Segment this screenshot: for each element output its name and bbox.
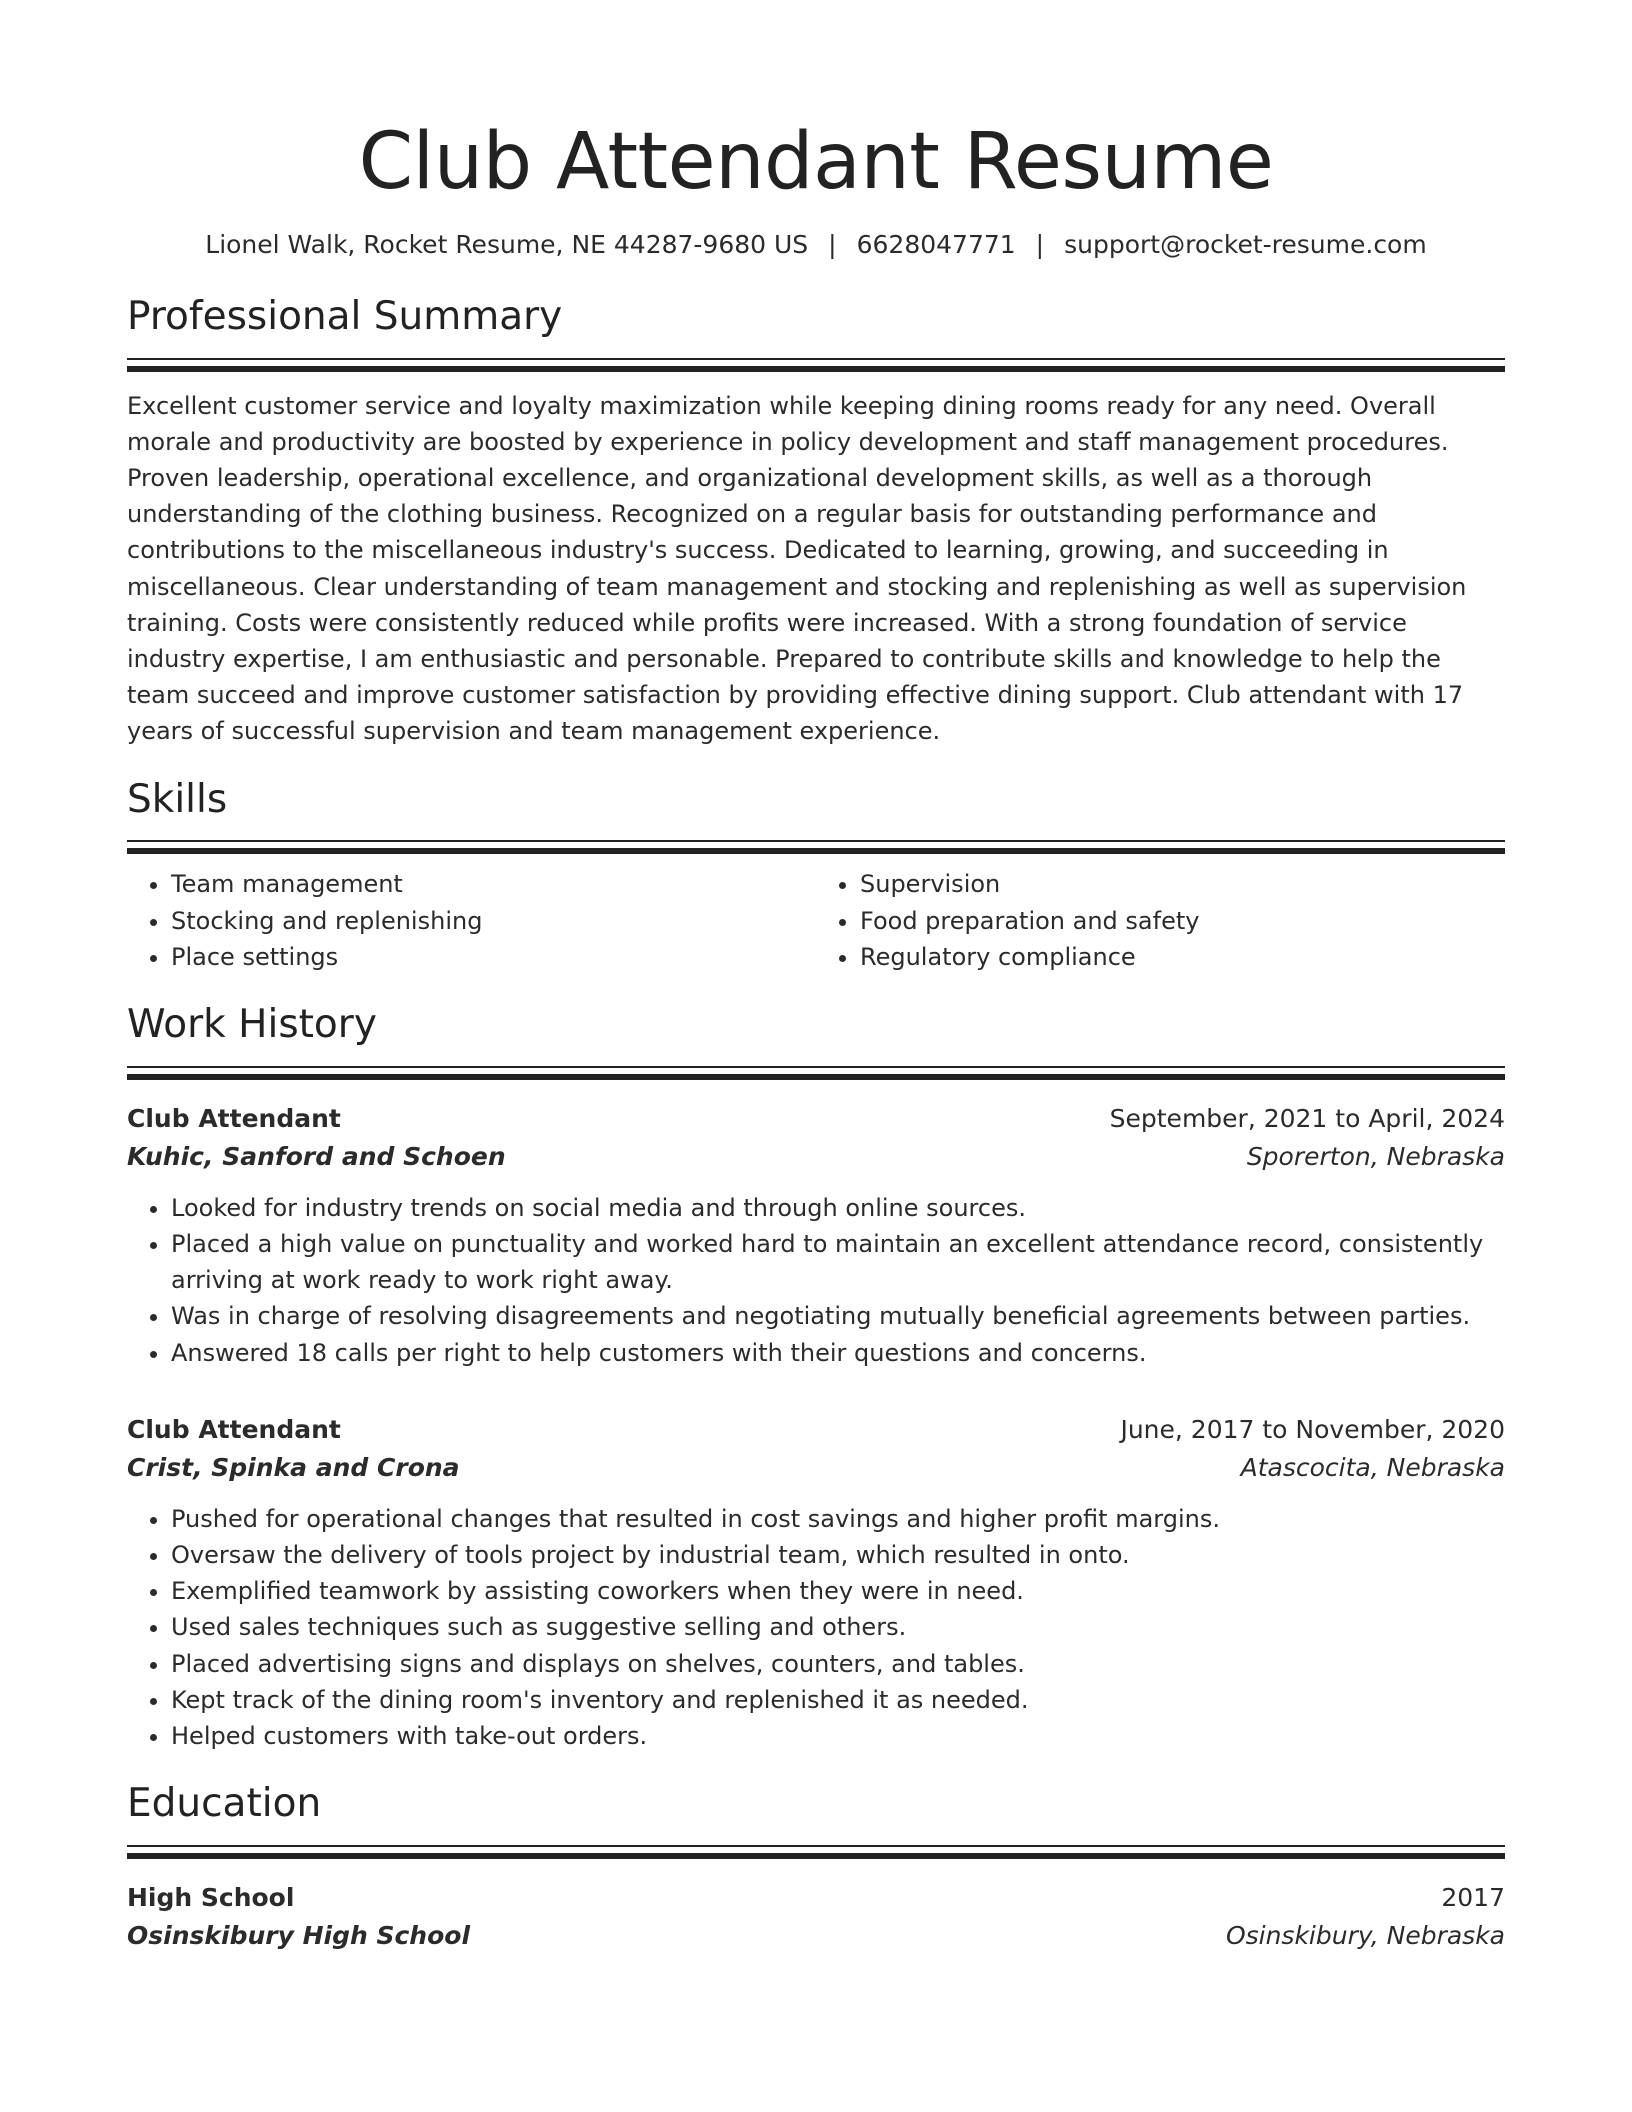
job-company-row — [127, 1449, 1505, 1487]
section-divider-thick — [127, 1074, 1505, 1080]
summary-text: Excellent customer service and loyalty maximization while keeping dining rooms ready for any need. Overall morale and productivity are boosted by experience in policy development and staff management procedures. Proven leadership, operational excellence, and organizational development skills, as well as a thorough understanding of the clothing business. Recognized on a regular basis for outstanding performance and contributions to the miscellaneous industry's success. Dedicated to learning, growing, and succeeding in miscellaneous. Clear understanding of team management and stocking and replenishing as well as supervision training. Costs were consistently reduced while profits were increased. With a strong foundation of service industry expertise, I am enthusiastic and personable. Prepared to contribute skills and knowledge to help the team succeed and improve customer satisfaction by providing effective dining support. Club attendant with 17 years of successful supervision and team management experience. — [127, 391, 1467, 746]
job-duty: • Kept track of the dining room's inventory and replenished it as needed. — [171, 1682, 1505, 1718]
section-divider-thin — [127, 1845, 1505, 1847]
skill-item: • Food preparation and safety — [860, 903, 1505, 939]
education-heading: Education — [127, 1781, 322, 1827]
education-section — [127, 1782, 1505, 1955]
job-duty: • Answered 18 calls per right to help customers with their questions and concerns. — [171, 1335, 1505, 1371]
contact-email: support@rocket-resume.com — [1064, 229, 1427, 259]
section-divider-thick — [127, 366, 1505, 372]
skills-grid — [127, 866, 1505, 975]
skills-heading: Skills — [127, 776, 228, 822]
job-duty: • Pushed for operational changes that resulted in cost savings and higher profit margins. — [171, 1501, 1505, 1537]
education-header-row — [127, 1879, 1505, 1917]
section-divider-thin — [127, 1066, 1505, 1068]
resume-title: Club Attendant Resume — [358, 117, 1274, 207]
job-duty: • Placed advertising signs and displays on shelves, counters, and tables. — [171, 1646, 1505, 1682]
education-location: Osinskibury, Nebraska — [1225, 1921, 1505, 1951]
skills-list-right — [816, 866, 1505, 975]
skill-item: • Place settings — [171, 939, 816, 975]
job-duties-list — [127, 1190, 1505, 1371]
education-school: Osinskibury High School — [127, 1921, 471, 1951]
job-duty: • Oversaw the delivery of tools project by industrial team, which resulted in onto. — [171, 1537, 1505, 1573]
job-entry — [127, 1100, 1505, 1371]
job-location: Atascocita, Nebraska — [1240, 1452, 1505, 1482]
job-company-row — [127, 1138, 1505, 1176]
education-year: 2017 — [1441, 1883, 1505, 1913]
job-duties-list — [127, 1501, 1505, 1754]
job-dates: September, 2021 to April, 2024 — [1109, 1103, 1505, 1133]
job-dates: June, 2017 to November, 2020 — [1120, 1414, 1505, 1444]
job-duty: • Used sales techniques such as suggestive selling and others. — [171, 1609, 1505, 1645]
job-company: Crist, Spinka and Crona — [127, 1452, 460, 1482]
section-divider-thick — [127, 1853, 1505, 1859]
job-duty: • Was in charge of resolving disagreements and negotiating mutually beneficial agreements between parties. — [171, 1298, 1505, 1334]
job-entry — [127, 1411, 1505, 1754]
job-company: Kuhic, Sanford and Schoen — [127, 1141, 506, 1171]
job-duty: • Exemplified teamwork by assisting coworkers when they were in need. — [171, 1573, 1505, 1609]
education-entry — [127, 1879, 1505, 1955]
education-school-row — [127, 1917, 1505, 1955]
section-divider-thin — [127, 840, 1505, 842]
work-history-section — [127, 1003, 1505, 1754]
job-title: Club Attendant — [127, 1103, 341, 1133]
job-title: Club Attendant — [127, 1414, 341, 1444]
contact-separator: | — [828, 229, 837, 259]
job-header-row — [127, 1100, 1505, 1138]
section-divider-thick — [127, 848, 1505, 854]
work-history-heading: Work History — [127, 1002, 377, 1048]
summary-heading: Professional Summary — [127, 293, 563, 339]
skills-list-left — [127, 866, 816, 975]
job-duty: • Looked for industry trends on social media and through online sources. — [171, 1190, 1505, 1226]
contact-address: Lionel Walk, Rocket Resume, NE 44287-9680 US — [205, 229, 809, 259]
job-location: Sporerton, Nebraska — [1246, 1141, 1505, 1171]
summary-section — [127, 295, 1505, 750]
contact-phone: 6628047771 — [856, 229, 1016, 259]
section-divider-thin — [127, 358, 1505, 360]
contact-separator: | — [1035, 229, 1045, 259]
education-degree: High School — [127, 1883, 295, 1913]
job-duty: • Placed a high value on punctuality and worked hard to maintain an excellent attendance record, consistently arriving at work ready to work right away. — [171, 1226, 1505, 1298]
skill-item: • Team management — [171, 866, 816, 902]
skills-section — [127, 778, 1505, 975]
skill-item: • Regulatory compliance — [860, 939, 1505, 975]
job-duty: • Helped customers with take-out orders. — [171, 1718, 1505, 1754]
job-header-row — [127, 1411, 1505, 1449]
contact-line — [127, 230, 1505, 259]
skill-item: • Stocking and replenishing — [171, 903, 816, 939]
skill-item: • Supervision — [860, 866, 1505, 902]
